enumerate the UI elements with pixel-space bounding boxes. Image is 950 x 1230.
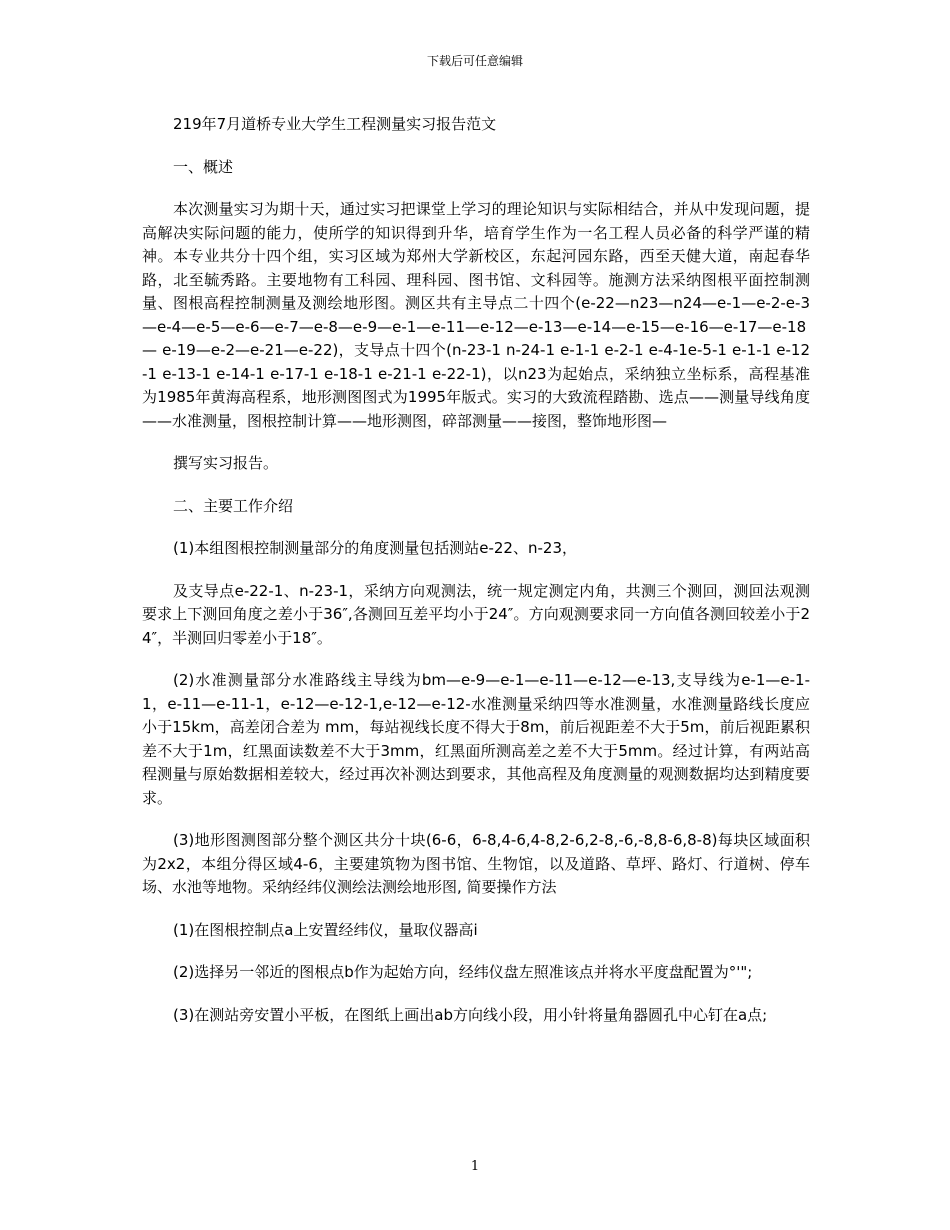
paragraph-overview: 本次测量实习为期十天，通过实习把课堂上学习的理论知识与实际相结合，并从中发现问题，提高解决实际问题的能力，使所学的知识得到升华，培育学生作为一名工程人员必备的科学严谨的精神。本专业共分十四个组，实习区域为郑州大学新校区，东起河园东路，西至天健大道，南起春华路，北至毓秀路。主要地物有工科园、理科园、图书馆、文科园等。施测方法采纳图根平面控制测量、图根高程控制测量及测绘地形图。测区共有主导点二十四个(e-22—n23—n24—e-1—e-2-e-3—e-4—e-5—e-6—e-7—e-8—e-9—e-1—e-11—e-12—e-13—e-14—e-15—e-16—e-17—e-18— e-19—e-2—e-21—e-22)，支导点十四个(n-23-1 n-24-1 e-1-1 e-2-1 e-4-1e-5-1 e-1-1 e-12-1 e-13-1 e-14-1 e-17-1 e-18-1 e-21-1 e-22-1)，以n23为起始点，采纳独立坐标系，高程基准为1985年黄海高程系，地形测图图式为1995年版式。实习的大致流程踏勘、选点——测量导线角度——水准测量，图根控制计算——地形测图，碎部测量——接图，整饰地形图— <box>142 200 810 430</box>
paragraph-step-3: (3)在测站旁安置小平板，在图纸上画出ab方向线小段，用小针将量角器圆孔中心钉在a点; <box>173 1005 768 1024</box>
document-title: 219年7月道桥专业大学生工程测量实习报告范文 <box>173 115 497 133</box>
section-heading-work-intro: 二、主要工作介绍 <box>173 496 294 515</box>
document-body <box>142 113 810 1046</box>
page-header: 下载后可任意编辑 <box>426 54 523 68</box>
page-number: 1 <box>470 1159 480 1174</box>
paragraph-leveling: (2)水准测量部分水准路线主导线为bm—e-9—e-1—e-11—e-12—e-13,支导线为e-1—e-1-1，e-11—e-11-1，e-12—e-12-1,e-12—e-12-水准测量采纳四等水准测量，水准测量路线长度应小于15km，高差闭合差为 mm，每站视线长度不得大于8m，前后视距差不大于5m，前后视距累积差不大于1m，红黑面读数差不大于3mm，红黑面所测高差之差不大于5mm。经过计算，有两站高程测量与原始数据相差较大，经过再次补测达到要求，其他高程及角度测量的观测数据均达到精度要求。 <box>142 671 810 807</box>
paragraph-topographic-mapping: (3)地形图测图部分整个测区共分十块(6-6，6-8,4-6,4-8,2-6,2-8,-6,-8,8-6,8-8)每块区域面积为2x2，本组分得区域4-6，主要建筑物为图书馆、生物馆，以及道路、草坪、路灯、行道树、停车场、水池等地物。采纳经纬仪测绘法测绘地形图, 简要操作方法 <box>142 831 810 896</box>
section-heading-overview: 一、概述 <box>173 157 234 176</box>
paragraph-report-writing: 撰写实习报告。 <box>173 454 279 472</box>
paragraph-step-2: (2)选择另一邻近的图根点b作为起始方向，经纬仪盘左照准该点并将水平度盘配置为°'"; <box>173 963 753 981</box>
paragraph-angle-details: 及支导点e-22-1、n-23-1，采纳方向观测法，统一规定测定内角，共测三个测回，测回法观测要求上下测回角度之差小于36″,各测回互差平均小于24″。方向观测要求同一方向值各测回较差小于24″，半测回归零差小于18″。 <box>142 581 810 647</box>
paragraph-step-1: (1)在图根控制点a上安置经纬仪，量取仪器高i <box>173 920 478 939</box>
paragraph-angle-measurement: (1)本组图根控制测量部分的角度测量包括测站e-22、n-23， <box>173 539 577 557</box>
